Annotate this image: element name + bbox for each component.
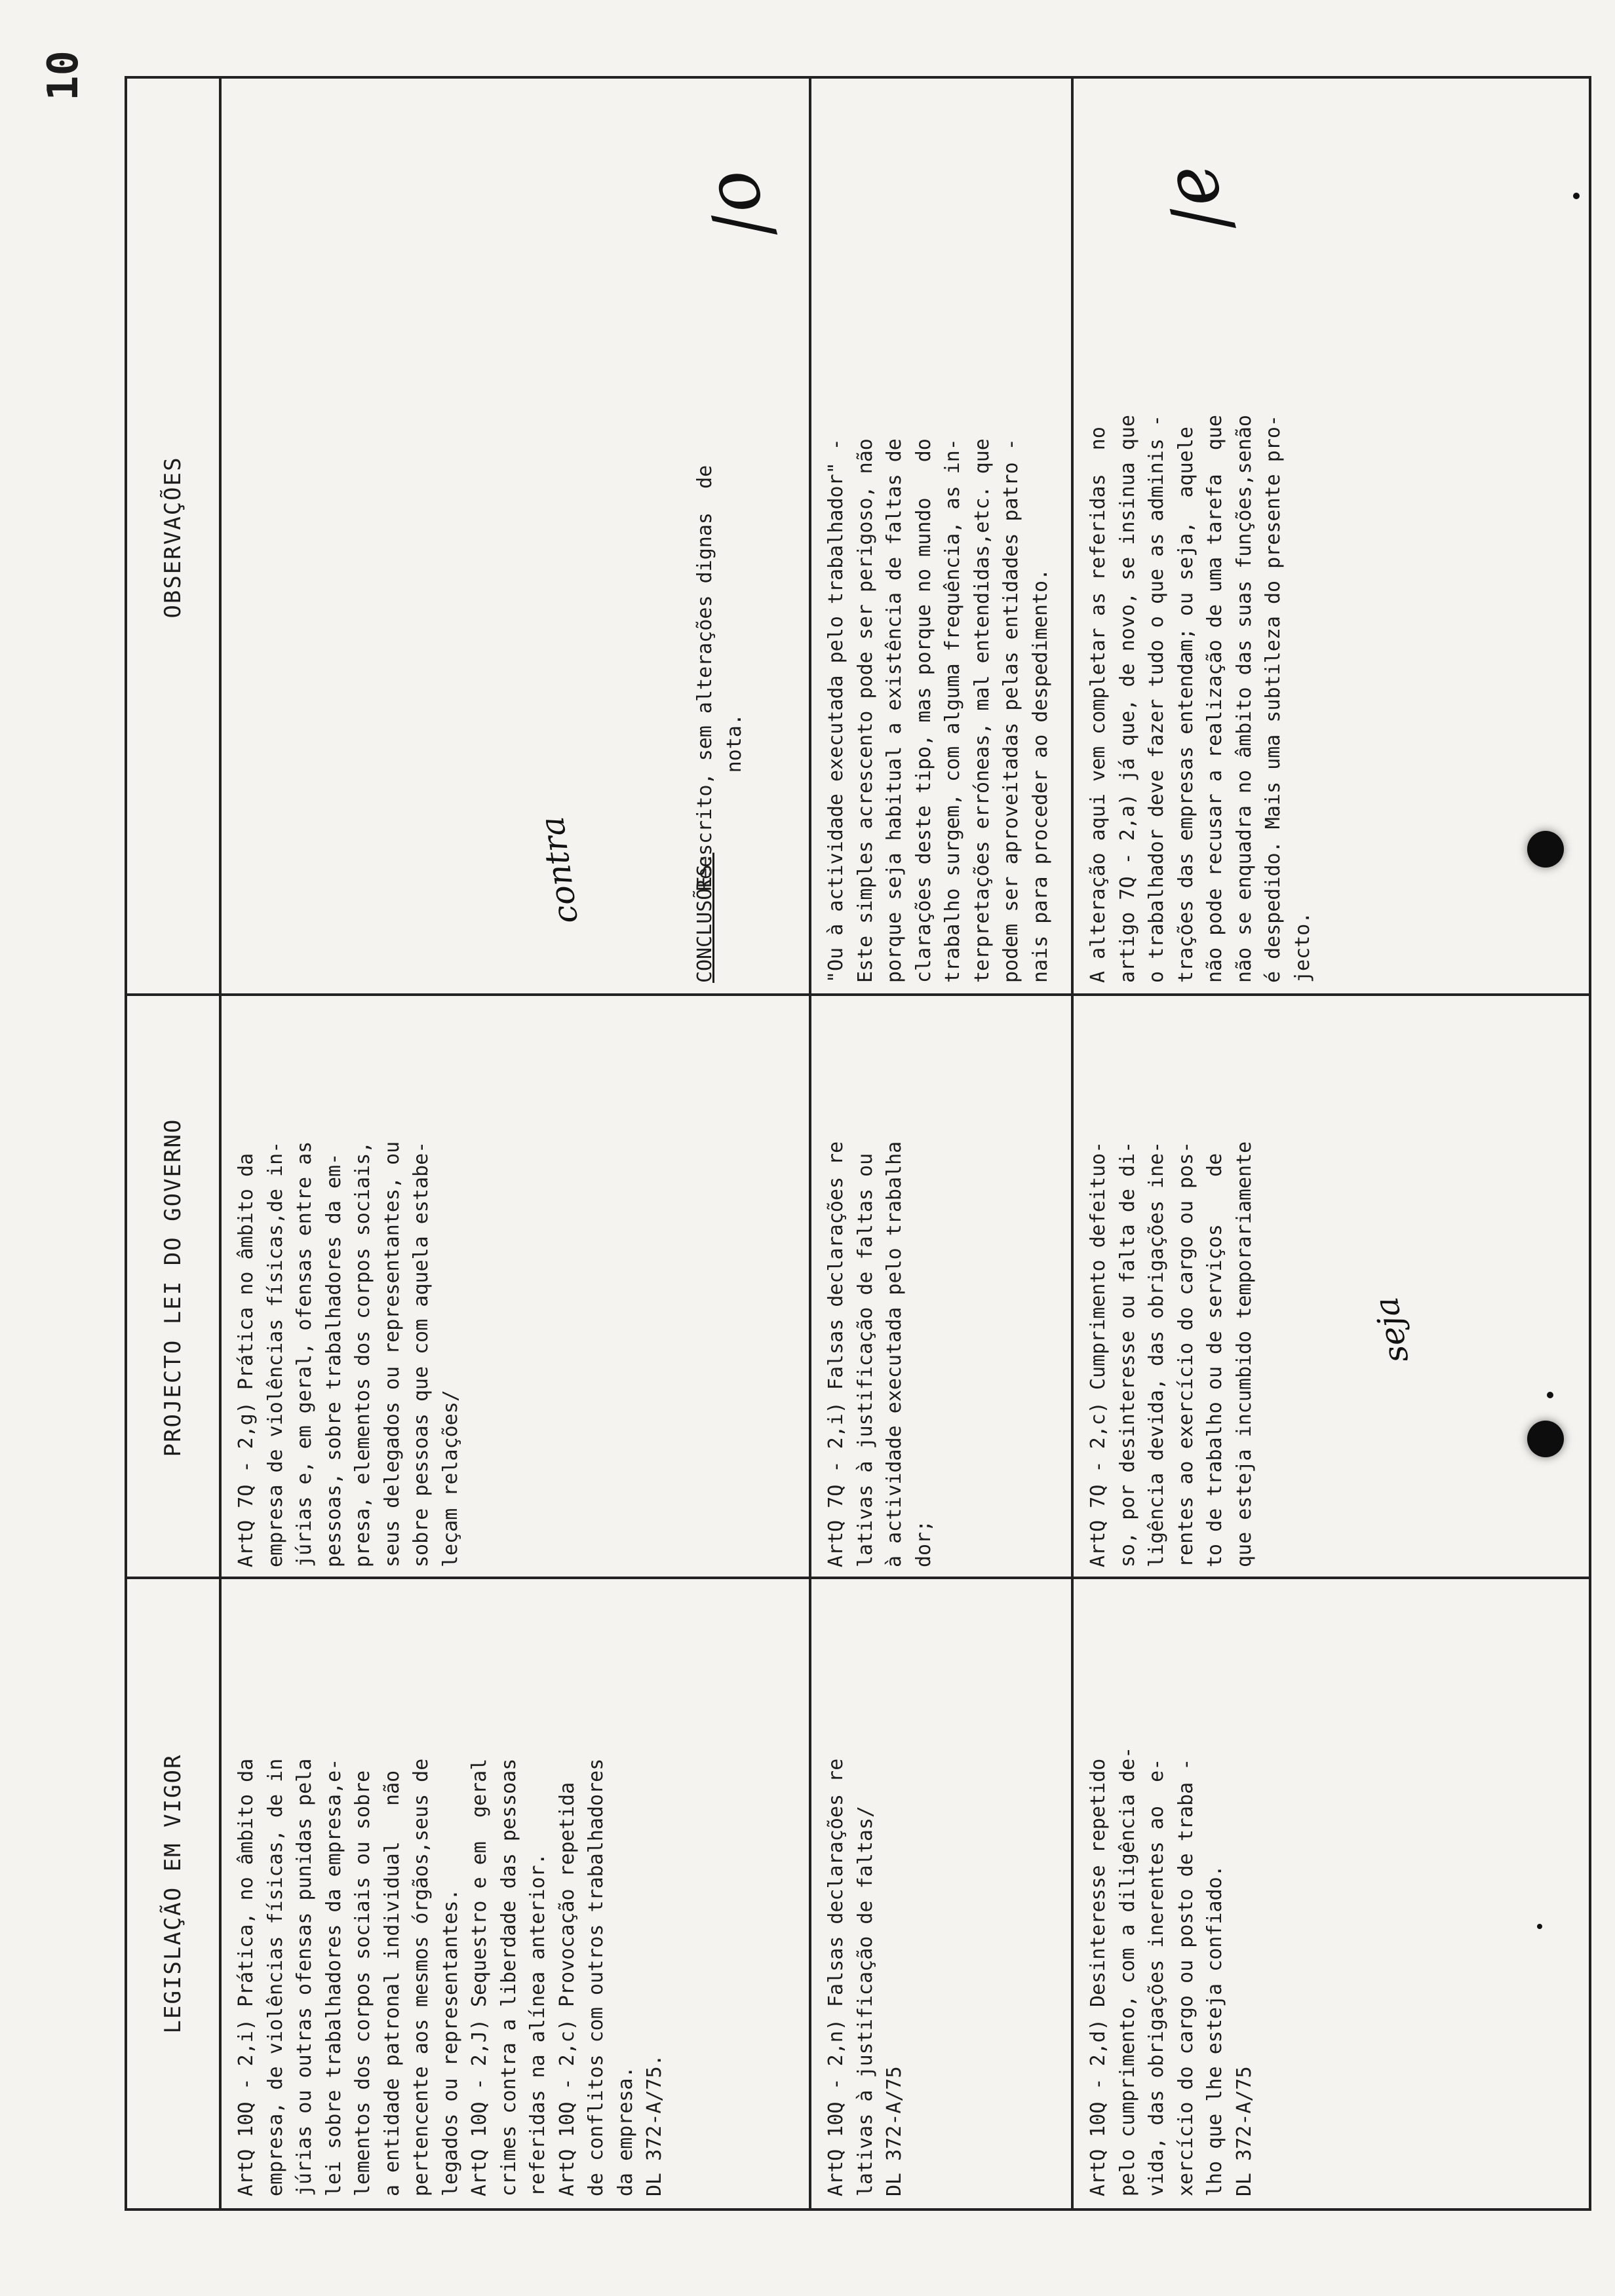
speck-1 [1547, 1392, 1553, 1398]
row-2-legislacao: ArtQ 10Q - 2,n) Falsas declarações re lativas à justificação de faltas/ DL 372-A/75 [825, 1758, 906, 2196]
row-1-legislacao: ArtQ 10Q - 2,i) Prática, no âmbito da empresa, de violências físicas, de in júrias ou outras ofensas punidas pela lei sobre trabalhadores da empresa,e- lementos dos corpos sociais ou sobre a entidade patronal individual não pertencente aos mesmos órgãos,seus de legados ou representantes. ArtQ 10Q - 2,J) Sequestro e em geral crimes contra a liberdade das pessoas referidas na alínea anterior. ArtQ 10Q - 2,c) Provocação repetida de conflitos com outros trabalhadores da empresa. DL 372-A/75. [235, 1758, 666, 2196]
row-3-legislacao: ArtQ 10Q - 2,d) Desinteresse repetido pelo cumprimento, com a diligência de- vida, das obrigações inerentes ao e- xercício do cargo ou posto de traba - lho que lhe esteja confiado. DL 372-A/75 [1087, 1746, 1256, 2196]
margin-mark-1: /o [687, 161, 787, 248]
comparison-table [125, 76, 1591, 2211]
punch-hole-1 [1527, 1421, 1564, 1457]
speck-2 [1573, 193, 1580, 199]
row-1-observacoes: Reescrito, sem alterações dignas de nota. [693, 465, 746, 891]
column-divider-1 [127, 1577, 1589, 1579]
header-observacoes: OBSERVAÇÕES [160, 456, 186, 619]
speck-3 [1537, 1924, 1542, 1929]
page-number: 10 [39, 50, 88, 101]
handwritten-seja: seja [1367, 1294, 1416, 1366]
margin-mark-2: /e [1146, 155, 1245, 242]
header-projecto: PROJECTO LEI DO GOVERNO [160, 1118, 186, 1457]
row-3-projecto: ArtQ 7Q - 2,c) Cumprimento defeituo- so, por desinteresse ou falta de di- ligência devida, das obrigações ine- rentes ao exercício do cargo ou pos- to de trabalho ou de serviços de que esteja incumbido temporariamente [1087, 1141, 1256, 1567]
handwritten-contra: contra [532, 814, 586, 927]
row-1-conclusoes-label: CONCLUSÕES: [693, 852, 716, 983]
row-2-projecto: ArtQ 7Q - 2,i) Falsas declarações re lativas à justificação de faltas ou à actividade executada pelo trabalha dor; [825, 1141, 935, 1567]
row-2-observacoes: "Ou à actividade executada pelo trabalhador" - Este simples acrescento pode ser perigoso, não porque seja habitual a existência de faltas de clarações deste tipo, mas porque no mundo do trabalho surgem, com alguma frequência, as in- terpretações erróneas, mal entendidas,etc. que podem ser aproveitadas pelas entidades patro - nais para proceder ao despedimento. [825, 438, 1052, 983]
row-1-projecto: ArtQ 7Q - 2,g) Prática no âmbito da empresa de violências físicas,de in- júrias e, em geral, ofensas entre as pessoas, sobre trabalhadores da em- presa, elementos dos corpos sociais, seus delegados ou representantes, ou sobre pessoas que com aquela estabe- leçam relações/ [235, 1141, 462, 1567]
row-3-observacoes: A alteração aqui vem completar as referidas no artigo 7Q - 2,a) já que, de novo, se insinua que o trabalhador deve fazer tudo o que as adminis - trações das empresas entendam; ou seja, aquele não pode recusar a realização de uma tarefa que não se enquadra no âmbito das suas funções,senão é despedido. Mais uma subtileza do presente pro- jecto. [1087, 415, 1314, 983]
punch-hole-2 [1527, 831, 1564, 868]
column-divider-2 [127, 993, 1589, 996]
header-legislacao: LEGISLAÇÃO EM VIGOR [160, 1753, 186, 2034]
